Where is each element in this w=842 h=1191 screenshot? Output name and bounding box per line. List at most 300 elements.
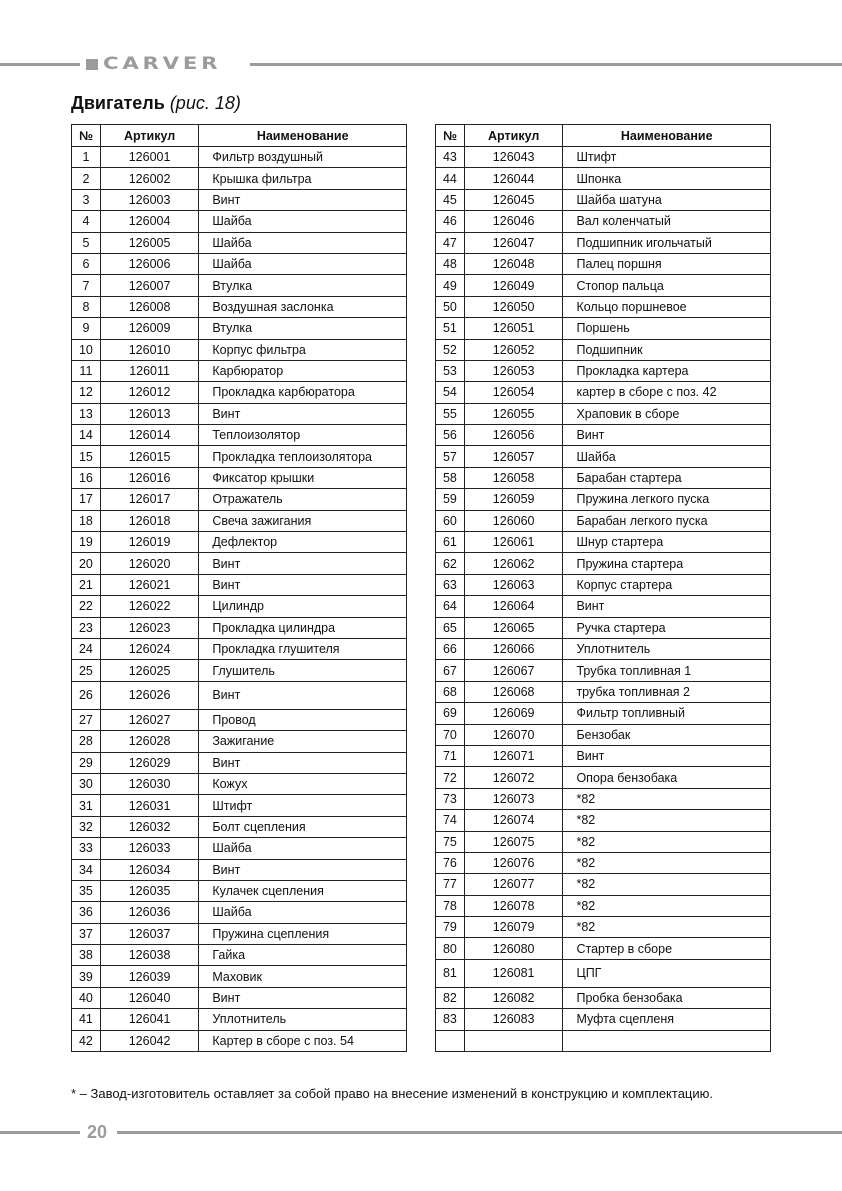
table-row [72, 147, 407, 168]
cell-name: Шайба [199, 838, 407, 859]
header-rule-left [0, 63, 80, 66]
cell-num: 78 [436, 895, 465, 916]
table-row [436, 1009, 771, 1030]
cell-article: 126022 [100, 596, 199, 617]
cell-num: 46 [436, 211, 465, 232]
header-num: № [436, 125, 465, 147]
cell-article: 126073 [464, 788, 563, 809]
table-row [72, 253, 407, 274]
table-row [72, 945, 407, 966]
table-row [72, 617, 407, 638]
header-rule-right [250, 63, 842, 66]
cell-num: 38 [72, 945, 101, 966]
cell-num: 36 [72, 902, 101, 923]
cell-num: 81 [436, 959, 465, 987]
table-row [436, 275, 771, 296]
table-row [72, 532, 407, 553]
table-row [72, 553, 407, 574]
page-number: 20 [87, 1122, 108, 1142]
cell-name: Поршень [563, 318, 771, 339]
cell-article: 126046 [464, 211, 563, 232]
cell-num: 26 [72, 681, 101, 709]
cell-article: 126044 [464, 168, 563, 189]
cell-num: 10 [72, 339, 101, 360]
cell-num: 43 [436, 147, 465, 168]
cell-article: 126064 [464, 596, 563, 617]
cell-num: 60 [436, 510, 465, 531]
cell-num: 67 [436, 660, 465, 681]
cell-article: 126068 [464, 681, 563, 702]
cell-num: 27 [72, 709, 101, 730]
cell-num: 35 [72, 880, 101, 901]
cell-article: 126006 [100, 253, 199, 274]
cell-article: 126072 [464, 767, 563, 788]
table-row [72, 596, 407, 617]
cell-article: 126058 [464, 467, 563, 488]
cell-name: Фильтр воздушный [199, 147, 407, 168]
table-row [72, 211, 407, 232]
table-row [72, 446, 407, 467]
cell-name: Кулачек сцепления [199, 880, 407, 901]
table-row [72, 275, 407, 296]
cell-num: 2 [72, 168, 101, 189]
cell-num: 34 [72, 859, 101, 880]
section-title-main: Двигатель [71, 93, 165, 113]
cell-num: 1 [72, 147, 101, 168]
cell-name: Винт [199, 189, 407, 210]
cell-name: Штифт [563, 147, 771, 168]
table-row [72, 296, 407, 317]
cell-name: Винт [563, 596, 771, 617]
cell-name: Палец поршня [563, 253, 771, 274]
cell-article: 126015 [100, 446, 199, 467]
header-name: Наименование [199, 125, 407, 147]
cell-num: 76 [436, 852, 465, 873]
cell-article: 126075 [464, 831, 563, 852]
table-row [436, 987, 771, 1008]
cell-num: 23 [72, 617, 101, 638]
cell-article: 126080 [464, 938, 563, 959]
cell-article: 126029 [100, 752, 199, 773]
table-row [72, 574, 407, 595]
header-num: № [72, 125, 101, 147]
table-row [436, 211, 771, 232]
cell-article: 126014 [100, 425, 199, 446]
cell-name: Пружина стартера [563, 553, 771, 574]
cell-num: 17 [72, 489, 101, 510]
table-header-row [436, 125, 771, 147]
table-row [436, 253, 771, 274]
cell-article [464, 1030, 563, 1051]
cell-num: 50 [436, 296, 465, 317]
cell-name: Гайка [199, 945, 407, 966]
cell-article: 126033 [100, 838, 199, 859]
cell-article: 126059 [464, 489, 563, 510]
table-row [72, 232, 407, 253]
cell-num: 24 [72, 638, 101, 659]
table-row [436, 510, 771, 531]
cell-name: *82 [563, 917, 771, 938]
table-row [436, 767, 771, 788]
cell-num: 21 [72, 574, 101, 595]
cell-num: 47 [436, 232, 465, 253]
cell-num: 16 [72, 467, 101, 488]
table-row [72, 168, 407, 189]
cell-num: 56 [436, 425, 465, 446]
cell-num: 48 [436, 253, 465, 274]
cell-num: 52 [436, 339, 465, 360]
table-row [72, 425, 407, 446]
table-row [72, 709, 407, 730]
cell-article: 126023 [100, 617, 199, 638]
cell-num: 63 [436, 574, 465, 595]
table-row [436, 425, 771, 446]
cell-name: Барабан легкого пуска [563, 510, 771, 531]
cell-num: 45 [436, 189, 465, 210]
cell-article: 126002 [100, 168, 199, 189]
table-row [436, 681, 771, 702]
cell-article: 126031 [100, 795, 199, 816]
table-row [436, 938, 771, 959]
table-row [436, 895, 771, 916]
cell-article: 126054 [464, 382, 563, 403]
table-row [72, 339, 407, 360]
table-row [436, 232, 771, 253]
cell-article: 126069 [464, 703, 563, 724]
cell-article: 126030 [100, 773, 199, 794]
cell-name: Уплотнитель [563, 638, 771, 659]
cell-name: Шпонка [563, 168, 771, 189]
header-article: Артикул [464, 125, 563, 147]
cell-num: 75 [436, 831, 465, 852]
cell-name: Провод [199, 709, 407, 730]
cell-num: 6 [72, 253, 101, 274]
table-row [72, 403, 407, 424]
table-row [72, 752, 407, 773]
cell-name: Шнур стартера [563, 532, 771, 553]
footnote: * – Завод-изготовитель оставляет за собой право на внесение изменений в конструкцию и комплектацию. [71, 1086, 714, 1101]
cell-name: *82 [563, 895, 771, 916]
cell-name: Вал коленчатый [563, 211, 771, 232]
table-row [72, 510, 407, 531]
table-row [436, 831, 771, 852]
cell-num: 53 [436, 360, 465, 381]
table-row [72, 489, 407, 510]
cell-name: Ручка стартера [563, 617, 771, 638]
cell-article: 126003 [100, 189, 199, 210]
cell-name: Винт [199, 553, 407, 574]
table-row [436, 189, 771, 210]
table-row [72, 816, 407, 837]
cell-name: Свеча зажигания [199, 510, 407, 531]
table-row [436, 574, 771, 595]
cell-article: 126039 [100, 966, 199, 987]
cell-name: Винт [199, 859, 407, 880]
cell-article: 126036 [100, 902, 199, 923]
cell-name: Корпус фильтра [199, 339, 407, 360]
cell-name: Шайба [199, 211, 407, 232]
cell-num: 40 [72, 987, 101, 1008]
table-row [436, 296, 771, 317]
cell-num: 13 [72, 403, 101, 424]
cell-name: Прокладка теплоизолятора [199, 446, 407, 467]
cell-num: 41 [72, 1009, 101, 1030]
cell-article: 126011 [100, 360, 199, 381]
cell-name: *82 [563, 874, 771, 895]
cell-article: 126053 [464, 360, 563, 381]
cell-num: 58 [436, 467, 465, 488]
cell-name: Барабан стартера [563, 467, 771, 488]
table-row [72, 189, 407, 210]
cell-num: 4 [72, 211, 101, 232]
cell-article: 126052 [464, 339, 563, 360]
cell-name: Винт [199, 987, 407, 1008]
table-row [436, 703, 771, 724]
cell-num: 33 [72, 838, 101, 859]
cell-num: 74 [436, 810, 465, 831]
table-row [72, 902, 407, 923]
cell-num: 44 [436, 168, 465, 189]
cell-article: 126067 [464, 660, 563, 681]
cell-name: Стопор пальца [563, 275, 771, 296]
cell-name: Картер в сборе с поз. 54 [199, 1030, 407, 1051]
cell-num: 66 [436, 638, 465, 659]
cell-article: 126047 [464, 232, 563, 253]
cell-name: Прокладка картера [563, 360, 771, 381]
cell-article: 126060 [464, 510, 563, 531]
table-row [436, 403, 771, 424]
cell-name: Пробка бензобака [563, 987, 771, 1008]
table-row [436, 489, 771, 510]
cell-num: 42 [72, 1030, 101, 1051]
cell-num: 54 [436, 382, 465, 403]
cell-article: 126017 [100, 489, 199, 510]
cell-article: 126041 [100, 1009, 199, 1030]
cell-num: 72 [436, 767, 465, 788]
cell-num: 49 [436, 275, 465, 296]
cell-name: Прокладка карбюратора [199, 382, 407, 403]
logo-bar [86, 59, 98, 70]
cell-article: 126021 [100, 574, 199, 595]
table-row [436, 617, 771, 638]
table-row [436, 745, 771, 766]
section-title-figure-ref: (рис. 18) [169, 93, 241, 113]
table-row [72, 795, 407, 816]
table-header-row [72, 125, 407, 147]
table-row [72, 681, 407, 709]
cell-article: 126027 [100, 709, 199, 730]
cell-num: 32 [72, 816, 101, 837]
cell-num: 11 [72, 360, 101, 381]
cell-num: 8 [72, 296, 101, 317]
cell-article: 126057 [464, 446, 563, 467]
cell-article: 126008 [100, 296, 199, 317]
cell-article: 126051 [464, 318, 563, 339]
cell-name: Подшипник игольчатый [563, 232, 771, 253]
cell-name: картер в сборе с поз. 42 [563, 382, 771, 403]
table-row [436, 1030, 771, 1051]
parts-table-right [435, 124, 771, 1052]
cell-num: 28 [72, 731, 101, 752]
cell-num: 25 [72, 660, 101, 681]
cell-article: 126012 [100, 382, 199, 403]
cell-name: Фиксатор крышки [199, 467, 407, 488]
cell-name: Винт [199, 403, 407, 424]
cell-num: 39 [72, 966, 101, 987]
cell-num: 19 [72, 532, 101, 553]
cell-article: 126070 [464, 724, 563, 745]
table-row [436, 852, 771, 873]
cell-name: Маховик [199, 966, 407, 987]
cell-name: Карбюратор [199, 360, 407, 381]
cell-num: 71 [436, 745, 465, 766]
cell-name: Муфта сцепленя [563, 1009, 771, 1030]
footer-rule-left [0, 1131, 80, 1134]
cell-num: 9 [72, 318, 101, 339]
cell-num: 70 [436, 724, 465, 745]
table-row [72, 1030, 407, 1051]
cell-article: 126043 [464, 147, 563, 168]
cell-name: трубка топливная 2 [563, 681, 771, 702]
cell-article: 126083 [464, 1009, 563, 1030]
cell-article: 126007 [100, 275, 199, 296]
table-row [436, 874, 771, 895]
cell-name: Шайба [563, 446, 771, 467]
cell-name: Втулка [199, 275, 407, 296]
cell-name: Глушитель [199, 660, 407, 681]
cell-name: Втулка [199, 318, 407, 339]
table-row [72, 880, 407, 901]
table-row [436, 917, 771, 938]
cell-num: 7 [72, 275, 101, 296]
cell-num: 3 [72, 189, 101, 210]
cell-name: Штифт [199, 795, 407, 816]
cell-article: 126018 [100, 510, 199, 531]
cell-article: 126026 [100, 681, 199, 709]
cell-article: 126020 [100, 553, 199, 574]
cell-name: Фильтр топливный [563, 703, 771, 724]
cell-num: 37 [72, 923, 101, 944]
header-article: Артикул [100, 125, 199, 147]
cell-article: 126035 [100, 880, 199, 901]
footer-rule-right [117, 1131, 842, 1134]
cell-article: 126076 [464, 852, 563, 873]
cell-name [563, 1030, 771, 1051]
cell-name: Отражатель [199, 489, 407, 510]
cell-article: 126082 [464, 987, 563, 1008]
table-row [436, 788, 771, 809]
table-row [72, 360, 407, 381]
cell-name: Подшипник [563, 339, 771, 360]
table-row [72, 382, 407, 403]
cell-name: Крышка фильтра [199, 168, 407, 189]
cell-article: 126004 [100, 211, 199, 232]
parts-table-left [71, 124, 407, 1052]
section-title [71, 93, 241, 114]
cell-name: Стартер в сборе [563, 938, 771, 959]
cell-num: 64 [436, 596, 465, 617]
cell-num: 30 [72, 773, 101, 794]
cell-name: Шайба [199, 902, 407, 923]
cell-name: *82 [563, 788, 771, 809]
table-row [436, 168, 771, 189]
table-row [436, 596, 771, 617]
table-row [72, 731, 407, 752]
cell-article: 126013 [100, 403, 199, 424]
cell-num [436, 1030, 465, 1051]
cell-name: Уплотнитель [199, 1009, 407, 1030]
table-row [72, 638, 407, 659]
cell-article: 126045 [464, 189, 563, 210]
cell-name: Болт сцепления [199, 816, 407, 837]
cell-name: Шайба шатуна [563, 189, 771, 210]
cell-num: 59 [436, 489, 465, 510]
cell-article: 126062 [464, 553, 563, 574]
cell-name: ЦПГ [563, 959, 771, 987]
table-row [72, 859, 407, 880]
cell-name: Винт [199, 574, 407, 595]
cell-article: 126032 [100, 816, 199, 837]
table-row [72, 923, 407, 944]
cell-num: 68 [436, 681, 465, 702]
table-row [72, 987, 407, 1008]
table-row [436, 339, 771, 360]
table-row [72, 773, 407, 794]
cell-name: Пружина легкого пуска [563, 489, 771, 510]
table-row [436, 959, 771, 987]
table-row [72, 467, 407, 488]
cell-article: 126042 [100, 1030, 199, 1051]
cell-name: *82 [563, 852, 771, 873]
cell-name: Кольцо поршневое [563, 296, 771, 317]
table-row [436, 318, 771, 339]
cell-name: Храповик в сборе [563, 403, 771, 424]
cell-article: 126055 [464, 403, 563, 424]
cell-article: 126049 [464, 275, 563, 296]
cell-article: 126019 [100, 532, 199, 553]
cell-name: Корпус стартера [563, 574, 771, 595]
cell-name: Шайба [199, 232, 407, 253]
cell-num: 82 [436, 987, 465, 1008]
cell-article: 126061 [464, 532, 563, 553]
table-row [72, 838, 407, 859]
table-row [436, 660, 771, 681]
cell-name: Опора бензобака [563, 767, 771, 788]
table-row [436, 724, 771, 745]
cell-article: 126078 [464, 895, 563, 916]
cell-num: 22 [72, 596, 101, 617]
cell-name: Дефлектор [199, 532, 407, 553]
cell-article: 126009 [100, 318, 199, 339]
cell-name: Воздушная заслонка [199, 296, 407, 317]
cell-article: 126028 [100, 731, 199, 752]
cell-name: Бензобак [563, 724, 771, 745]
cell-num: 79 [436, 917, 465, 938]
cell-article: 126079 [464, 917, 563, 938]
cell-num: 77 [436, 874, 465, 895]
cell-article: 126034 [100, 859, 199, 880]
table-row [436, 553, 771, 574]
cell-article: 126074 [464, 810, 563, 831]
table-row [436, 446, 771, 467]
cell-article: 126071 [464, 745, 563, 766]
table-row [72, 1009, 407, 1030]
table-row [72, 318, 407, 339]
cell-article: 126024 [100, 638, 199, 659]
cell-article: 126066 [464, 638, 563, 659]
cell-name: Винт [563, 425, 771, 446]
cell-article: 126016 [100, 467, 199, 488]
